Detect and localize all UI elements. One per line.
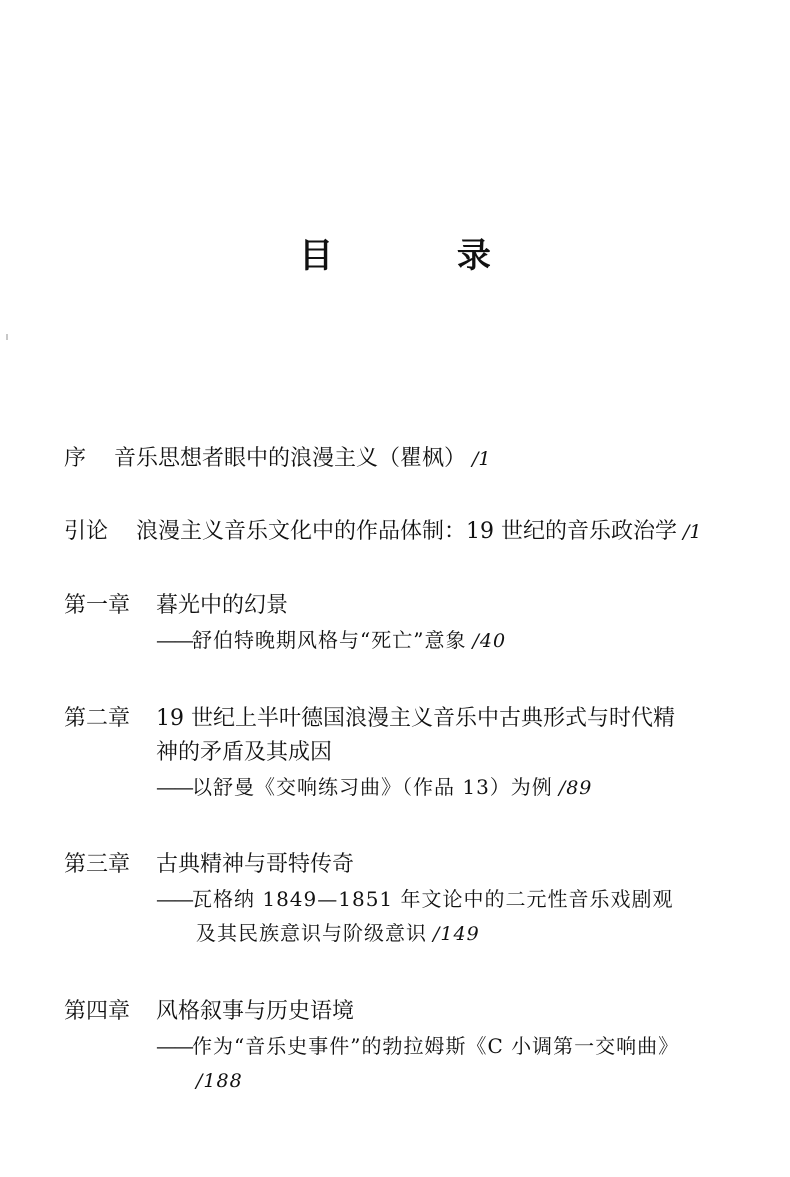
toc-page-number: /89 — [558, 777, 593, 799]
subtitle-dash: —— — [156, 887, 192, 911]
toc-subtitle — [64, 770, 704, 805]
subtitle-text: 及其民族意识与阶级意识 — [196, 921, 427, 945]
toc-subtitle-continued — [64, 916, 704, 951]
toc-entry-chapter-4[interactable] — [64, 995, 704, 1098]
subtitle-text: 以舒曼《交响练习曲》（作品 13）为例 — [192, 775, 553, 799]
toc-label: 第二章 — [64, 706, 131, 731]
toc-page-number: /149 — [433, 923, 480, 945]
toc-heading: 浪漫主义音乐文化中的作品体制：19 世纪的音乐政治学 — [136, 519, 677, 544]
toc-entry-chapter-1[interactable] — [64, 589, 704, 658]
scan-mark — [6, 334, 8, 340]
toc-label: 引论 — [64, 519, 109, 544]
subtitle-text: 作为“音乐史事件”的勃拉姆斯《C 小调第一交响曲》 — [192, 1034, 680, 1058]
subtitle-dash: —— — [156, 1034, 192, 1058]
toc-heading: 风格叙事与历史语境 — [156, 999, 355, 1024]
toc-subtitle — [64, 623, 704, 658]
toc-page-number: /188 — [196, 1070, 243, 1092]
toc-heading: 暮光中的幻景 — [156, 593, 289, 618]
toc-heading: 19 世纪上半叶德国浪漫主义音乐中古典形式与时代精 — [156, 706, 675, 731]
subtitle-dash: —— — [156, 775, 192, 799]
subtitle-text: 瓦格纳 1849—1851 年文论中的二元性音乐戏剧观 — [192, 887, 674, 911]
toc-page-number: /40 — [472, 630, 507, 652]
toc-subtitle — [64, 882, 704, 916]
toc-subtitle — [64, 1029, 704, 1063]
toc-entry-introduction[interactable] — [64, 515, 704, 549]
toc-page-number: /1 — [683, 521, 702, 543]
toc-label: 序 — [64, 446, 87, 471]
toc-subtitle-continued — [64, 1063, 704, 1098]
toc-label: 第四章 — [64, 999, 131, 1024]
toc-label: 第三章 — [64, 852, 131, 877]
toc-heading: 音乐思想者眼中的浪漫主义（瞿枫） — [114, 446, 467, 471]
toc-heading: 古典精神与哥特传奇 — [156, 852, 355, 877]
toc-entry-chapter-3[interactable] — [64, 848, 704, 951]
toc-label: 第一章 — [64, 593, 131, 618]
subtitle-dash: —— — [156, 628, 192, 652]
toc-heading-continued: 神的矛盾及其成因 — [156, 740, 333, 765]
subtitle-text: 舒伯特晚期风格与“死亡”意象 — [192, 628, 467, 652]
toc-entry-preface[interactable] — [64, 442, 704, 476]
page-title: 目 录 — [299, 236, 547, 276]
toc-entry-chapter-2[interactable] — [64, 702, 704, 805]
toc-page-number: /1 — [472, 448, 491, 470]
